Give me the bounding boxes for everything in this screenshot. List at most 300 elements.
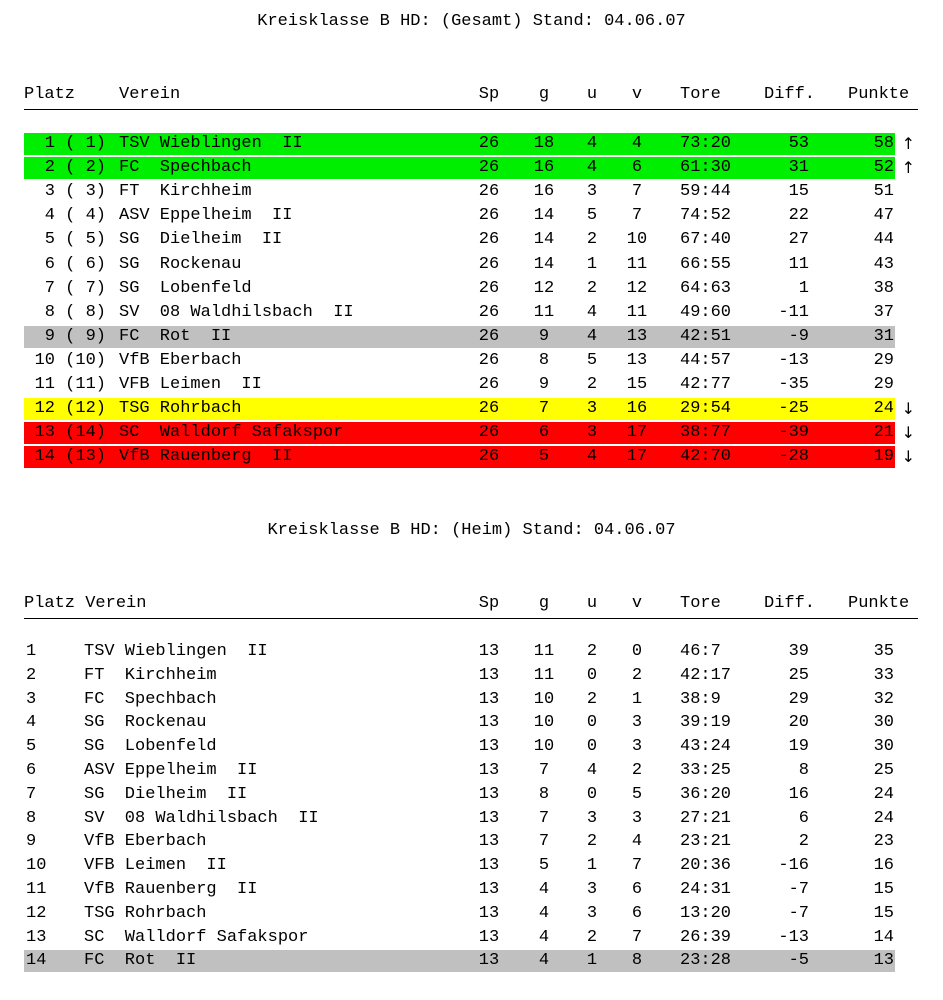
- cell-sp: 13: [478, 951, 500, 971]
- cell-u: 2: [586, 375, 598, 394]
- cell-sp: 13: [478, 856, 500, 876]
- cell-rank: 9: [26, 832, 37, 852]
- col-diff: Diff.: [764, 594, 816, 613]
- cell-rank: 14 (13): [34, 447, 106, 467]
- cell-g: 16: [533, 182, 555, 202]
- cell-v: 2: [631, 665, 643, 685]
- table-row: [24, 808, 895, 830]
- cell-rank: 14: [26, 951, 47, 971]
- cell-v: 12: [626, 278, 648, 298]
- cell-u: 2: [586, 832, 598, 852]
- cell-u: 4: [586, 302, 598, 322]
- col-u: u: [586, 594, 598, 613]
- cell-team: FT Kirchheim: [84, 665, 217, 685]
- cell-rank: 8 ( 8): [44, 302, 106, 322]
- cell-rank: 13: [26, 927, 47, 947]
- cell-sp: 13: [478, 761, 500, 780]
- cell-rank: 5: [26, 737, 37, 757]
- cell-u: 0: [586, 784, 598, 804]
- cell-v: 4: [631, 832, 643, 852]
- cell-punkte: 35: [873, 642, 894, 661]
- cell-team: SG Dielheim II: [119, 230, 283, 250]
- cell-team: SG Lobenfeld: [84, 737, 217, 757]
- cell-g: 7: [538, 761, 550, 780]
- cell-rank: 2 ( 2): [44, 158, 106, 178]
- cell-diff: -13: [778, 927, 809, 947]
- cell-punkte: 58: [873, 134, 894, 153]
- table-row: [24, 712, 895, 734]
- cell-rank: 4: [26, 713, 37, 733]
- cell-punkte: 44: [873, 230, 894, 250]
- cell-sp: 26: [478, 399, 500, 419]
- cell-tore: 59:44: [680, 182, 732, 202]
- cell-punkte: 14: [873, 927, 894, 947]
- cell-sp: 26: [478, 375, 500, 394]
- cell-tore: 26:39: [680, 927, 732, 947]
- col-punkte: Punkte: [848, 85, 910, 104]
- cell-punkte: 19: [873, 447, 894, 467]
- cell-tore: 24:31: [680, 880, 732, 899]
- cell-sp: 13: [478, 927, 500, 947]
- cell-tore: 46:7: [680, 642, 721, 661]
- cell-g: 11: [533, 665, 555, 685]
- arrow-up-icon: ↑: [901, 158, 915, 178]
- table-row: [24, 879, 895, 901]
- cell-tore: 61:30: [680, 158, 732, 178]
- cell-rank: 1: [26, 642, 37, 661]
- cell-sp: 13: [478, 642, 500, 661]
- cell-diff: 25: [788, 665, 809, 685]
- cell-tore: 38:77: [680, 423, 732, 443]
- cell-u: 0: [586, 737, 598, 757]
- cell-diff: 16: [788, 784, 809, 804]
- cell-team: SC Walldorf Safakspor: [119, 423, 344, 443]
- cell-team: SG Rockenau: [119, 254, 242, 274]
- cell-sp: 13: [478, 903, 500, 923]
- cell-g: 7: [538, 832, 550, 852]
- cell-v: 7: [631, 927, 643, 947]
- table-row: [24, 326, 895, 348]
- cell-u: 5: [586, 350, 598, 370]
- cell-sp: 26: [478, 423, 500, 443]
- table-row: [24, 302, 895, 324]
- cell-team: VFB Leimen II: [84, 856, 227, 876]
- cell-sp: 26: [478, 206, 500, 226]
- cell-u: 2: [586, 278, 598, 298]
- arrow-down-icon: ↓: [901, 399, 915, 419]
- arrow-up-icon: ↑: [901, 134, 915, 153]
- cell-team: FC Spechbach: [119, 158, 252, 178]
- cell-sp: 13: [478, 808, 500, 828]
- cell-g: 5: [538, 856, 550, 876]
- cell-tore: 64:63: [680, 278, 732, 298]
- cell-team: FC Rot II: [119, 326, 232, 346]
- cell-rank: 4 ( 4): [44, 206, 106, 226]
- cell-g: 10: [533, 713, 555, 733]
- cell-diff: 8: [798, 761, 809, 780]
- table-row: [24, 350, 895, 372]
- cell-tore: 38:9: [680, 689, 721, 709]
- cell-g: 4: [538, 880, 550, 899]
- cell-rank: 7: [26, 784, 37, 804]
- cell-tore: 42:77: [680, 375, 732, 394]
- table-row: [24, 374, 895, 396]
- cell-rank: 11 (11): [34, 375, 106, 394]
- cell-v: 16: [626, 399, 648, 419]
- cell-g: 4: [538, 903, 550, 923]
- cell-g: 9: [538, 375, 550, 394]
- cell-punkte: 23: [873, 832, 894, 852]
- cell-punkte: 52: [873, 158, 894, 178]
- cell-tore: 20:36: [680, 856, 732, 876]
- cell-diff: 20: [788, 713, 809, 733]
- table-row: [24, 736, 895, 758]
- cell-sp: 26: [478, 182, 500, 202]
- cell-g: 12: [533, 278, 555, 298]
- cell-tore: 73:20: [680, 134, 732, 153]
- cell-rank: 6 ( 6): [44, 254, 106, 274]
- cell-sp: 26: [478, 278, 500, 298]
- cell-g: 11: [533, 642, 555, 661]
- cell-u: 4: [586, 447, 598, 467]
- cell-diff: 19: [788, 737, 809, 757]
- cell-diff: -11: [778, 302, 809, 322]
- cell-sp: 26: [478, 254, 500, 274]
- cell-tore: 23:28: [680, 951, 732, 971]
- cell-sp: 26: [478, 447, 500, 467]
- cell-rank: 3 ( 3): [44, 182, 106, 202]
- cell-tore: 74:52: [680, 206, 732, 226]
- heim-header-divider: [24, 618, 918, 619]
- cell-rank: 3: [26, 689, 37, 709]
- cell-tore: 27:21: [680, 808, 732, 828]
- cell-g: 18: [533, 134, 555, 153]
- gesamt-header-divider: [24, 109, 918, 110]
- cell-diff: -7: [788, 880, 809, 899]
- cell-punkte: 38: [873, 278, 894, 298]
- col-tore: Tore: [680, 85, 721, 104]
- cell-tore: 42:17: [680, 665, 732, 685]
- cell-v: 11: [626, 254, 648, 274]
- cell-v: 8: [631, 951, 643, 971]
- table-row: [24, 665, 895, 687]
- cell-punkte: 29: [873, 350, 894, 370]
- cell-v: 11: [626, 302, 648, 322]
- col-u: u: [586, 85, 598, 104]
- cell-g: 7: [538, 399, 550, 419]
- cell-g: 16: [533, 158, 555, 178]
- cell-u: 2: [586, 927, 598, 947]
- cell-u: 3: [586, 903, 598, 923]
- cell-punkte: 24: [873, 399, 894, 419]
- cell-u: 3: [586, 423, 598, 443]
- cell-v: 6: [631, 880, 643, 899]
- col-verein: Verein: [119, 85, 181, 104]
- col-punkte: Punkte: [848, 594, 910, 613]
- table-row: [24, 784, 895, 806]
- cell-g: 14: [533, 206, 555, 226]
- cell-tore: 23:21: [680, 832, 732, 852]
- table-row: [24, 229, 895, 251]
- cell-punkte: 24: [873, 808, 894, 828]
- table-row: [24, 254, 895, 276]
- heim-header-row: [24, 593, 918, 615]
- cell-diff: 39: [788, 642, 809, 661]
- cell-punkte: 30: [873, 737, 894, 757]
- cell-diff: 27: [788, 230, 809, 250]
- cell-punkte: 21: [873, 423, 894, 443]
- cell-u: 4: [586, 158, 598, 178]
- cell-rank: 7 ( 7): [44, 278, 106, 298]
- cell-diff: 29: [788, 689, 809, 709]
- cell-u: 3: [586, 182, 598, 202]
- cell-u: 2: [586, 689, 598, 709]
- cell-team: ASV Eppelheim II: [119, 206, 293, 226]
- cell-team: VfB Eberbach: [84, 832, 207, 852]
- cell-sp: 13: [478, 880, 500, 899]
- cell-u: 0: [586, 713, 598, 733]
- cell-rank: 12: [26, 903, 47, 923]
- cell-tore: 44:57: [680, 350, 732, 370]
- cell-v: 2: [631, 761, 643, 780]
- cell-rank: 10: [26, 856, 47, 876]
- cell-u: 3: [586, 880, 598, 899]
- cell-g: 14: [533, 254, 555, 274]
- cell-punkte: 13: [873, 951, 894, 971]
- cell-team: VfB Rauenberg II: [119, 447, 293, 467]
- table-row: [24, 760, 895, 782]
- cell-rank: 8: [26, 808, 37, 828]
- cell-g: 8: [538, 350, 550, 370]
- cell-u: 1: [586, 254, 598, 274]
- cell-v: 1: [631, 689, 643, 709]
- cell-v: 17: [626, 423, 648, 443]
- table-row: [24, 689, 895, 711]
- cell-sp: 13: [478, 832, 500, 852]
- cell-u: 1: [586, 951, 598, 971]
- cell-g: 5: [538, 447, 550, 467]
- cell-g: 6: [538, 423, 550, 443]
- cell-v: 17: [626, 447, 648, 467]
- cell-u: 5: [586, 206, 598, 226]
- cell-sp: 13: [478, 737, 500, 757]
- cell-v: 10: [626, 230, 648, 250]
- cell-tore: 33:25: [680, 761, 732, 780]
- cell-diff: -7: [788, 903, 809, 923]
- cell-u: 2: [586, 230, 598, 250]
- cell-punkte: 31: [873, 326, 894, 346]
- cell-v: 3: [631, 713, 643, 733]
- cell-team: FC Spechbach: [84, 689, 217, 709]
- cell-u: 4: [586, 761, 598, 780]
- cell-punkte: 51: [873, 182, 894, 202]
- cell-team: TSV Wieblingen II: [119, 134, 303, 153]
- cell-g: 7: [538, 808, 550, 828]
- table-row: [24, 446, 915, 468]
- cell-team: SG Rockenau: [84, 713, 207, 733]
- cell-tore: 66:55: [680, 254, 732, 274]
- cell-diff: -39: [778, 423, 809, 443]
- table-row: [24, 133, 915, 155]
- cell-u: 4: [586, 134, 598, 153]
- col-v: v: [631, 594, 643, 613]
- cell-punkte: 29: [873, 375, 894, 394]
- cell-g: 9: [538, 326, 550, 346]
- cell-tore: 29:54: [680, 399, 732, 419]
- cell-u: 0: [586, 665, 598, 685]
- cell-punkte: 47: [873, 206, 894, 226]
- col-sp: Sp: [478, 85, 500, 104]
- cell-rank: 9 ( 9): [44, 326, 106, 346]
- cell-tore: 49:60: [680, 302, 732, 322]
- cell-punkte: 43: [873, 254, 894, 274]
- table-row: [24, 831, 895, 853]
- cell-diff: -35: [778, 375, 809, 394]
- col-v: v: [631, 85, 643, 104]
- cell-team: VfB Eberbach: [119, 350, 242, 370]
- cell-diff: 6: [798, 808, 809, 828]
- cell-v: 15: [626, 375, 648, 394]
- cell-tore: 67:40: [680, 230, 732, 250]
- cell-diff: 1: [798, 278, 809, 298]
- cell-v: 7: [631, 182, 643, 202]
- cell-diff: -16: [778, 856, 809, 876]
- table-row: [24, 278, 895, 300]
- cell-v: 7: [631, 206, 643, 226]
- cell-team: VFB Leimen II: [119, 375, 262, 394]
- table-row: [24, 181, 895, 203]
- cell-rank: 1 ( 1): [44, 134, 106, 153]
- cell-rank: 13 (14): [34, 423, 106, 443]
- table-row: [24, 903, 895, 925]
- cell-punkte: 15: [873, 903, 894, 923]
- cell-sp: 26: [478, 158, 500, 178]
- cell-sp: 26: [478, 326, 500, 346]
- cell-punkte: 25: [873, 761, 894, 780]
- cell-tore: 43:24: [680, 737, 732, 757]
- col-platz-verein: Platz Verein: [24, 594, 147, 613]
- cell-diff: -28: [778, 447, 809, 467]
- cell-punkte: 30: [873, 713, 894, 733]
- cell-tore: 39:19: [680, 713, 732, 733]
- table-row: [24, 398, 915, 420]
- cell-diff: 2: [798, 832, 809, 852]
- cell-diff: 15: [788, 182, 809, 202]
- col-tore: Tore: [680, 594, 721, 613]
- cell-diff: 31: [788, 158, 809, 178]
- cell-sp: 13: [478, 665, 500, 685]
- cell-team: SV 08 Waldhilsbach II: [84, 808, 319, 828]
- cell-tore: 42:70: [680, 447, 732, 467]
- cell-v: 7: [631, 856, 643, 876]
- cell-g: 10: [533, 737, 555, 757]
- cell-u: 2: [586, 642, 598, 661]
- heim-title: Kreisklasse B HD: (Heim) Stand: 04.06.07: [267, 521, 676, 540]
- cell-v: 13: [626, 326, 648, 346]
- cell-punkte: 37: [873, 302, 894, 322]
- cell-v: 3: [631, 808, 643, 828]
- col-g: g: [538, 594, 550, 613]
- cell-diff: -9: [788, 326, 809, 346]
- cell-team: FC Rot II: [84, 951, 197, 971]
- cell-punkte: 16: [873, 856, 894, 876]
- cell-u: 3: [586, 399, 598, 419]
- cell-g: 8: [538, 784, 550, 804]
- cell-u: 3: [586, 808, 598, 828]
- table-row: [24, 205, 895, 227]
- cell-diff: -13: [778, 350, 809, 370]
- cell-punkte: 33: [873, 665, 894, 685]
- cell-rank: 2: [26, 665, 37, 685]
- cell-punkte: 32: [873, 689, 894, 709]
- cell-diff: -5: [788, 951, 809, 971]
- cell-team: SG Dielheim II: [84, 784, 248, 804]
- table-row: [24, 855, 895, 877]
- cell-u: 1: [586, 856, 598, 876]
- table-row: [24, 927, 895, 949]
- cell-team: TSV Wieblingen II: [84, 642, 268, 661]
- cell-g: 4: [538, 951, 550, 971]
- cell-v: 6: [631, 903, 643, 923]
- table-row: [24, 641, 895, 663]
- arrow-down-icon: ↓: [901, 447, 915, 467]
- table-row: [24, 422, 915, 444]
- cell-sp: 13: [478, 784, 500, 804]
- col-sp: Sp: [478, 594, 500, 613]
- cell-tore: 36:20: [680, 784, 732, 804]
- cell-tore: 42:51: [680, 326, 732, 346]
- cell-g: 14: [533, 230, 555, 250]
- cell-sp: 26: [478, 134, 500, 153]
- cell-sp: 26: [478, 302, 500, 322]
- cell-team: VfB Rauenberg II: [84, 880, 258, 899]
- cell-tore: 13:20: [680, 903, 732, 923]
- cell-v: 5: [631, 784, 643, 804]
- cell-diff: 53: [788, 134, 809, 153]
- cell-team: ASV Eppelheim II: [84, 761, 258, 780]
- arrow-down-icon: ↓: [901, 423, 915, 443]
- cell-sp: 13: [478, 713, 500, 733]
- cell-team: FT Kirchheim: [119, 182, 252, 202]
- cell-punkte: 15: [873, 880, 894, 899]
- table-row: [24, 157, 915, 179]
- col-g: g: [538, 85, 550, 104]
- cell-diff: -25: [778, 399, 809, 419]
- cell-v: 13: [626, 350, 648, 370]
- cell-v: 4: [631, 134, 643, 153]
- cell-rank: 12 (12): [34, 399, 106, 419]
- col-platz: Platz: [24, 85, 76, 104]
- cell-rank: 11: [26, 880, 47, 899]
- gesamt-header-row: [24, 84, 918, 106]
- cell-rank: 5 ( 5): [44, 230, 106, 250]
- cell-g: 10: [533, 689, 555, 709]
- cell-sp: 26: [478, 350, 500, 370]
- cell-rank: 10 (10): [34, 350, 106, 370]
- cell-v: 0: [631, 642, 643, 661]
- cell-g: 11: [533, 302, 555, 322]
- cell-sp: 13: [478, 689, 500, 709]
- cell-team: SC Walldorf Safakspor: [84, 927, 309, 947]
- cell-sp: 26: [478, 230, 500, 250]
- table-row: [24, 950, 895, 972]
- cell-rank: 6: [26, 761, 37, 780]
- col-diff: Diff.: [764, 85, 816, 104]
- cell-team: SV 08 Waldhilsbach II: [119, 302, 354, 322]
- cell-team: TSG Rohrbach: [84, 903, 207, 923]
- cell-diff: 22: [788, 206, 809, 226]
- cell-v: 3: [631, 737, 643, 757]
